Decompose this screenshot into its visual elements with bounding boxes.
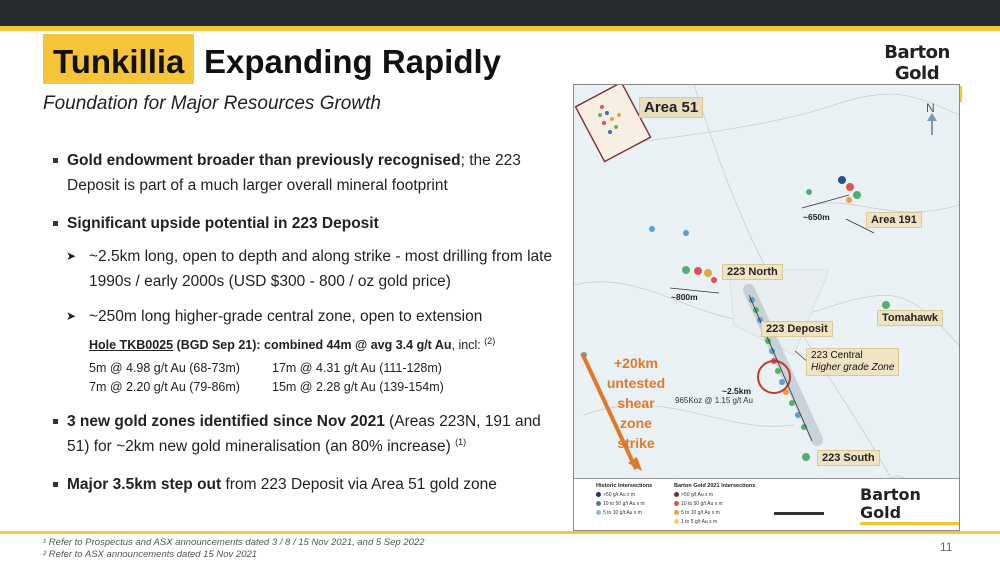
map-label-223-north: 223 North: [722, 264, 783, 280]
map-label-223-deposit: 223 Deposit: [761, 321, 833, 337]
legend-item: >50 g/t Au x m: [674, 492, 713, 498]
map-label-area51: Area 51: [639, 97, 703, 118]
hole-result: [53, 335, 558, 355]
logo-name: Barton Gold: [884, 42, 950, 84]
map-label-tomahawk: Tomahawk: [877, 310, 943, 326]
untested-line: untested: [606, 375, 666, 391]
grade-item: 7m @ 2.20 g/t Au (79-86m): [89, 380, 240, 394]
bullet-square: [53, 158, 58, 163]
footnote: ² Refer to ASX announcements dated 15 Nov 2021: [43, 549, 258, 560]
resource-note: 965Koz @ 1.15 g/t Au: [675, 396, 753, 405]
hole-incl: , incl:: [451, 338, 481, 352]
bullet-new-zones: [53, 409, 558, 459]
map-label-223-south: 223 South: [817, 450, 880, 466]
untested-strike-label: [596, 353, 676, 453]
map-label-area191: Area 191: [866, 212, 922, 228]
title-tag: Tunkillia: [43, 34, 194, 84]
legend-item: >50 g/t Au x m: [596, 492, 635, 498]
legend-historic-head: Historic Intersections: [596, 483, 653, 489]
bullet-bold: Significant upside potential in 223 Deposit: [67, 215, 379, 232]
untested-line: strike: [617, 435, 655, 451]
scale-bar: [774, 512, 824, 515]
grade-item: 17m @ 4.31 g/t Au (111-128m): [272, 361, 442, 375]
bullet-square: [53, 419, 58, 424]
grade-item: 5m @ 4.98 g/t Au (68-73m): [89, 361, 240, 375]
project-map: [573, 84, 960, 531]
untested-line: shear: [617, 395, 655, 411]
bullet-bold: Gold endowment broader than previously recognised: [67, 152, 461, 169]
sub-bullet-text: ~2.5km long, open to depth and along strike - most drilling from late 1990s / early 2000s (USD $300 - 800 / oz gold price): [89, 248, 553, 290]
sub-bullet-length: [53, 244, 558, 294]
bullet-square: [53, 482, 58, 487]
bullet-ref: (1): [455, 436, 467, 447]
arrow-bullet-icon: ➤: [66, 309, 77, 323]
bullet-bold: Major 3.5km step out: [67, 476, 222, 493]
top-bar: [0, 0, 1000, 26]
legend-item: 5 to 10 g/t Au x m: [596, 510, 642, 516]
legend-item: 1 to 5 g/t Au x m: [674, 519, 717, 525]
distance-650: ~650m: [803, 212, 830, 222]
sub-bullet-central: [53, 304, 558, 329]
page-title: Expanding Rapidly: [204, 43, 502, 80]
bullet-step-out: [53, 472, 558, 497]
distance-800: ~800m: [671, 292, 698, 302]
untested-line: +20km: [614, 355, 658, 371]
hole-label: Hole TKB0025: [89, 338, 174, 352]
grade-item: 15m @ 2.28 g/t Au (139-154m): [272, 380, 444, 394]
hole-ref: (2): [484, 335, 496, 346]
bullet-text: from 223 Deposit via Area 51 gold zone: [221, 476, 497, 493]
legend-logo: Barton Gold: [860, 486, 959, 525]
legend-item: 10 to 50 g/t Au x m: [596, 501, 645, 507]
central-line1: 223 Central: [811, 350, 863, 361]
bullet-text: ; the 223 Deposit is part of a much larger overall mineral footprint: [67, 152, 521, 194]
page-number: 11: [940, 540, 953, 554]
bullet-square: [53, 221, 58, 226]
grade-grid: [53, 359, 558, 397]
subtitle: Foundation for Major Resources Growth: [43, 93, 381, 114]
hole-summary: (BGD Sep 21): combined 44m @ avg 3.4 g/t Au: [173, 338, 452, 352]
map-label-223-central: [806, 348, 899, 376]
bullet-endowment: [53, 148, 558, 198]
footnote: ¹ Refer to Prospectus and ASX announcements dated 3 / 8 / 15 Nov 2021, and 5 Sep 2022: [43, 537, 425, 548]
sub-bullet-text: ~250m long higher-grade central zone, open to extension: [89, 308, 483, 325]
distance-2-5km: ~2.5km: [722, 386, 752, 396]
bullet-content: [53, 148, 558, 510]
map-legend: [574, 478, 959, 531]
legend-item: 10 to 50 g/t Au x m: [674, 501, 723, 507]
top-stripe: [0, 26, 1000, 31]
north-arrow-icon: N: [926, 101, 935, 115]
untested-line: zone: [620, 415, 652, 431]
bullet-upside: [53, 211, 558, 236]
legend-barton-head: Barton Gold 2021 Intersections: [674, 483, 756, 489]
arrow-bullet-icon: ➤: [66, 249, 77, 263]
legend-item: 5 to 10 g/t Au x m: [674, 510, 720, 516]
bullet-text: (Areas 223N, 191 and 51) for ~2km new gold mineralisation (an 80% increase): [67, 413, 541, 455]
north223-holes: [682, 266, 717, 283]
central-line2: Higher grade Zone: [811, 362, 895, 373]
bottom-stripe: [0, 531, 1000, 534]
bullet-bold: 3 new gold zones identified since Nov 2021: [67, 413, 385, 430]
footnotes: [43, 537, 424, 561]
